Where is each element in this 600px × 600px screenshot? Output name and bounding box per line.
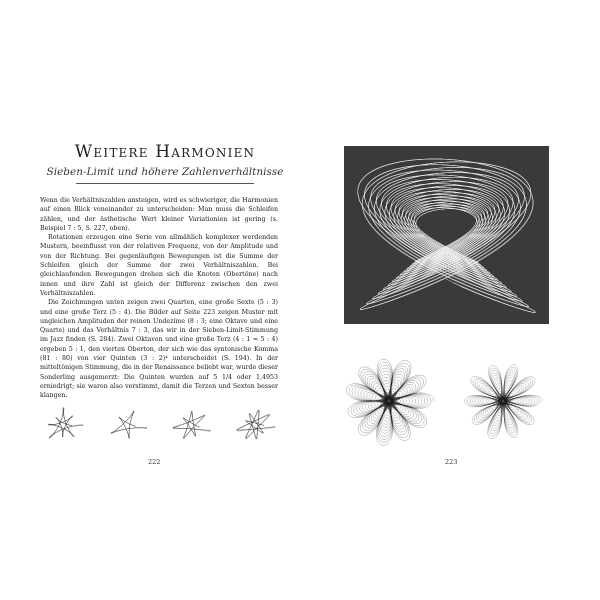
page-number-right: 223 xyxy=(445,458,458,466)
paragraph-3: Die Zeichnungen unten zeigen zwei Quarten, eine große Sexte (5 : 3) und eine große Terz (5 : 4). Die Bilder auf Seite 223 zeigen Muster mit ungleichen Amplituden der reinen Undezime (8 : 3; eine Oktave und eine Quarte) und das Verhältnis 7 : 3, das wir in der Sieben-Limit-Stimmung im Jazz finden (S. 284). Zwei Oktaven und eine große Terz (4 : 1 ≈ 5 : 4) ergeben 5 : 1, den vierten Oberton, der sich wie das syntonische Komma (81 : 80) von vier Quinten (3 : 2)⁴ unterscheidet (S. 194). In der mitteltönigen Stimmung, die in der Renaissance beliebt war, wurde dieser Sonderling ausgemerzt: Die Quinten wurden auf 5 1/4 oder 1,4953 erniedrigt; sie waren also verstimmt, damit die Terzen und Sexten besser klangen. xyxy=(40,299,278,400)
harmonograph-square-svg xyxy=(344,146,549,324)
star-figure-1 xyxy=(40,402,86,448)
harmonograph-circle-figure-small xyxy=(460,358,546,444)
star-figure-3 xyxy=(168,402,214,448)
title-rule xyxy=(76,183,254,184)
harmonograph-circle-svg-large xyxy=(340,352,438,450)
star-figure-2 xyxy=(104,402,150,448)
body-text xyxy=(40,196,278,401)
chapter-subtitle: Sieben-Limit und höhere Zahlenverhältnisse xyxy=(46,166,284,178)
harmonograph-star-row xyxy=(40,400,278,450)
paragraph-1: Wenn die Verhältniszahlen ansteigen, wird es schwieriger, die Harmonien auf einen Blick voneinander zu unterscheiden: Man muss die Schleifen zählen, und der ästhetische Wert kleiner Variationien ist gering (s. Beispiel 7 : 5, S. 227, oben). xyxy=(40,197,278,232)
right-page xyxy=(300,108,570,488)
harmonograph-circle-svg-small xyxy=(460,358,546,444)
paragraph-2: Rotationen erzeugen eine Serie von allmählich komplexer werdenden Mustern, beeinflusst von der relativen Frequenz, von der Amplitude und von der Richtung. Bei gegenläufigen Bewegungen ist die Summe der Schleifen gleich der Summe der zwei Verhältniszahlen. Bei gleichlaufenden Bewegungen drehen sich die Knoten (Obertöne) nach innen und ihre Zahl ist gleich der Differenz zwischen den zwei Verhältniszahlen. xyxy=(40,234,278,297)
page-number-left: 222 xyxy=(148,458,161,466)
star-figure-4 xyxy=(232,402,278,448)
chapter-title: Weitere Harmonien xyxy=(74,142,256,162)
book-spread xyxy=(0,108,600,488)
harmonograph-square-figure xyxy=(344,146,549,324)
harmonograph-circle-figure-large xyxy=(340,352,438,450)
left-page xyxy=(30,108,300,488)
